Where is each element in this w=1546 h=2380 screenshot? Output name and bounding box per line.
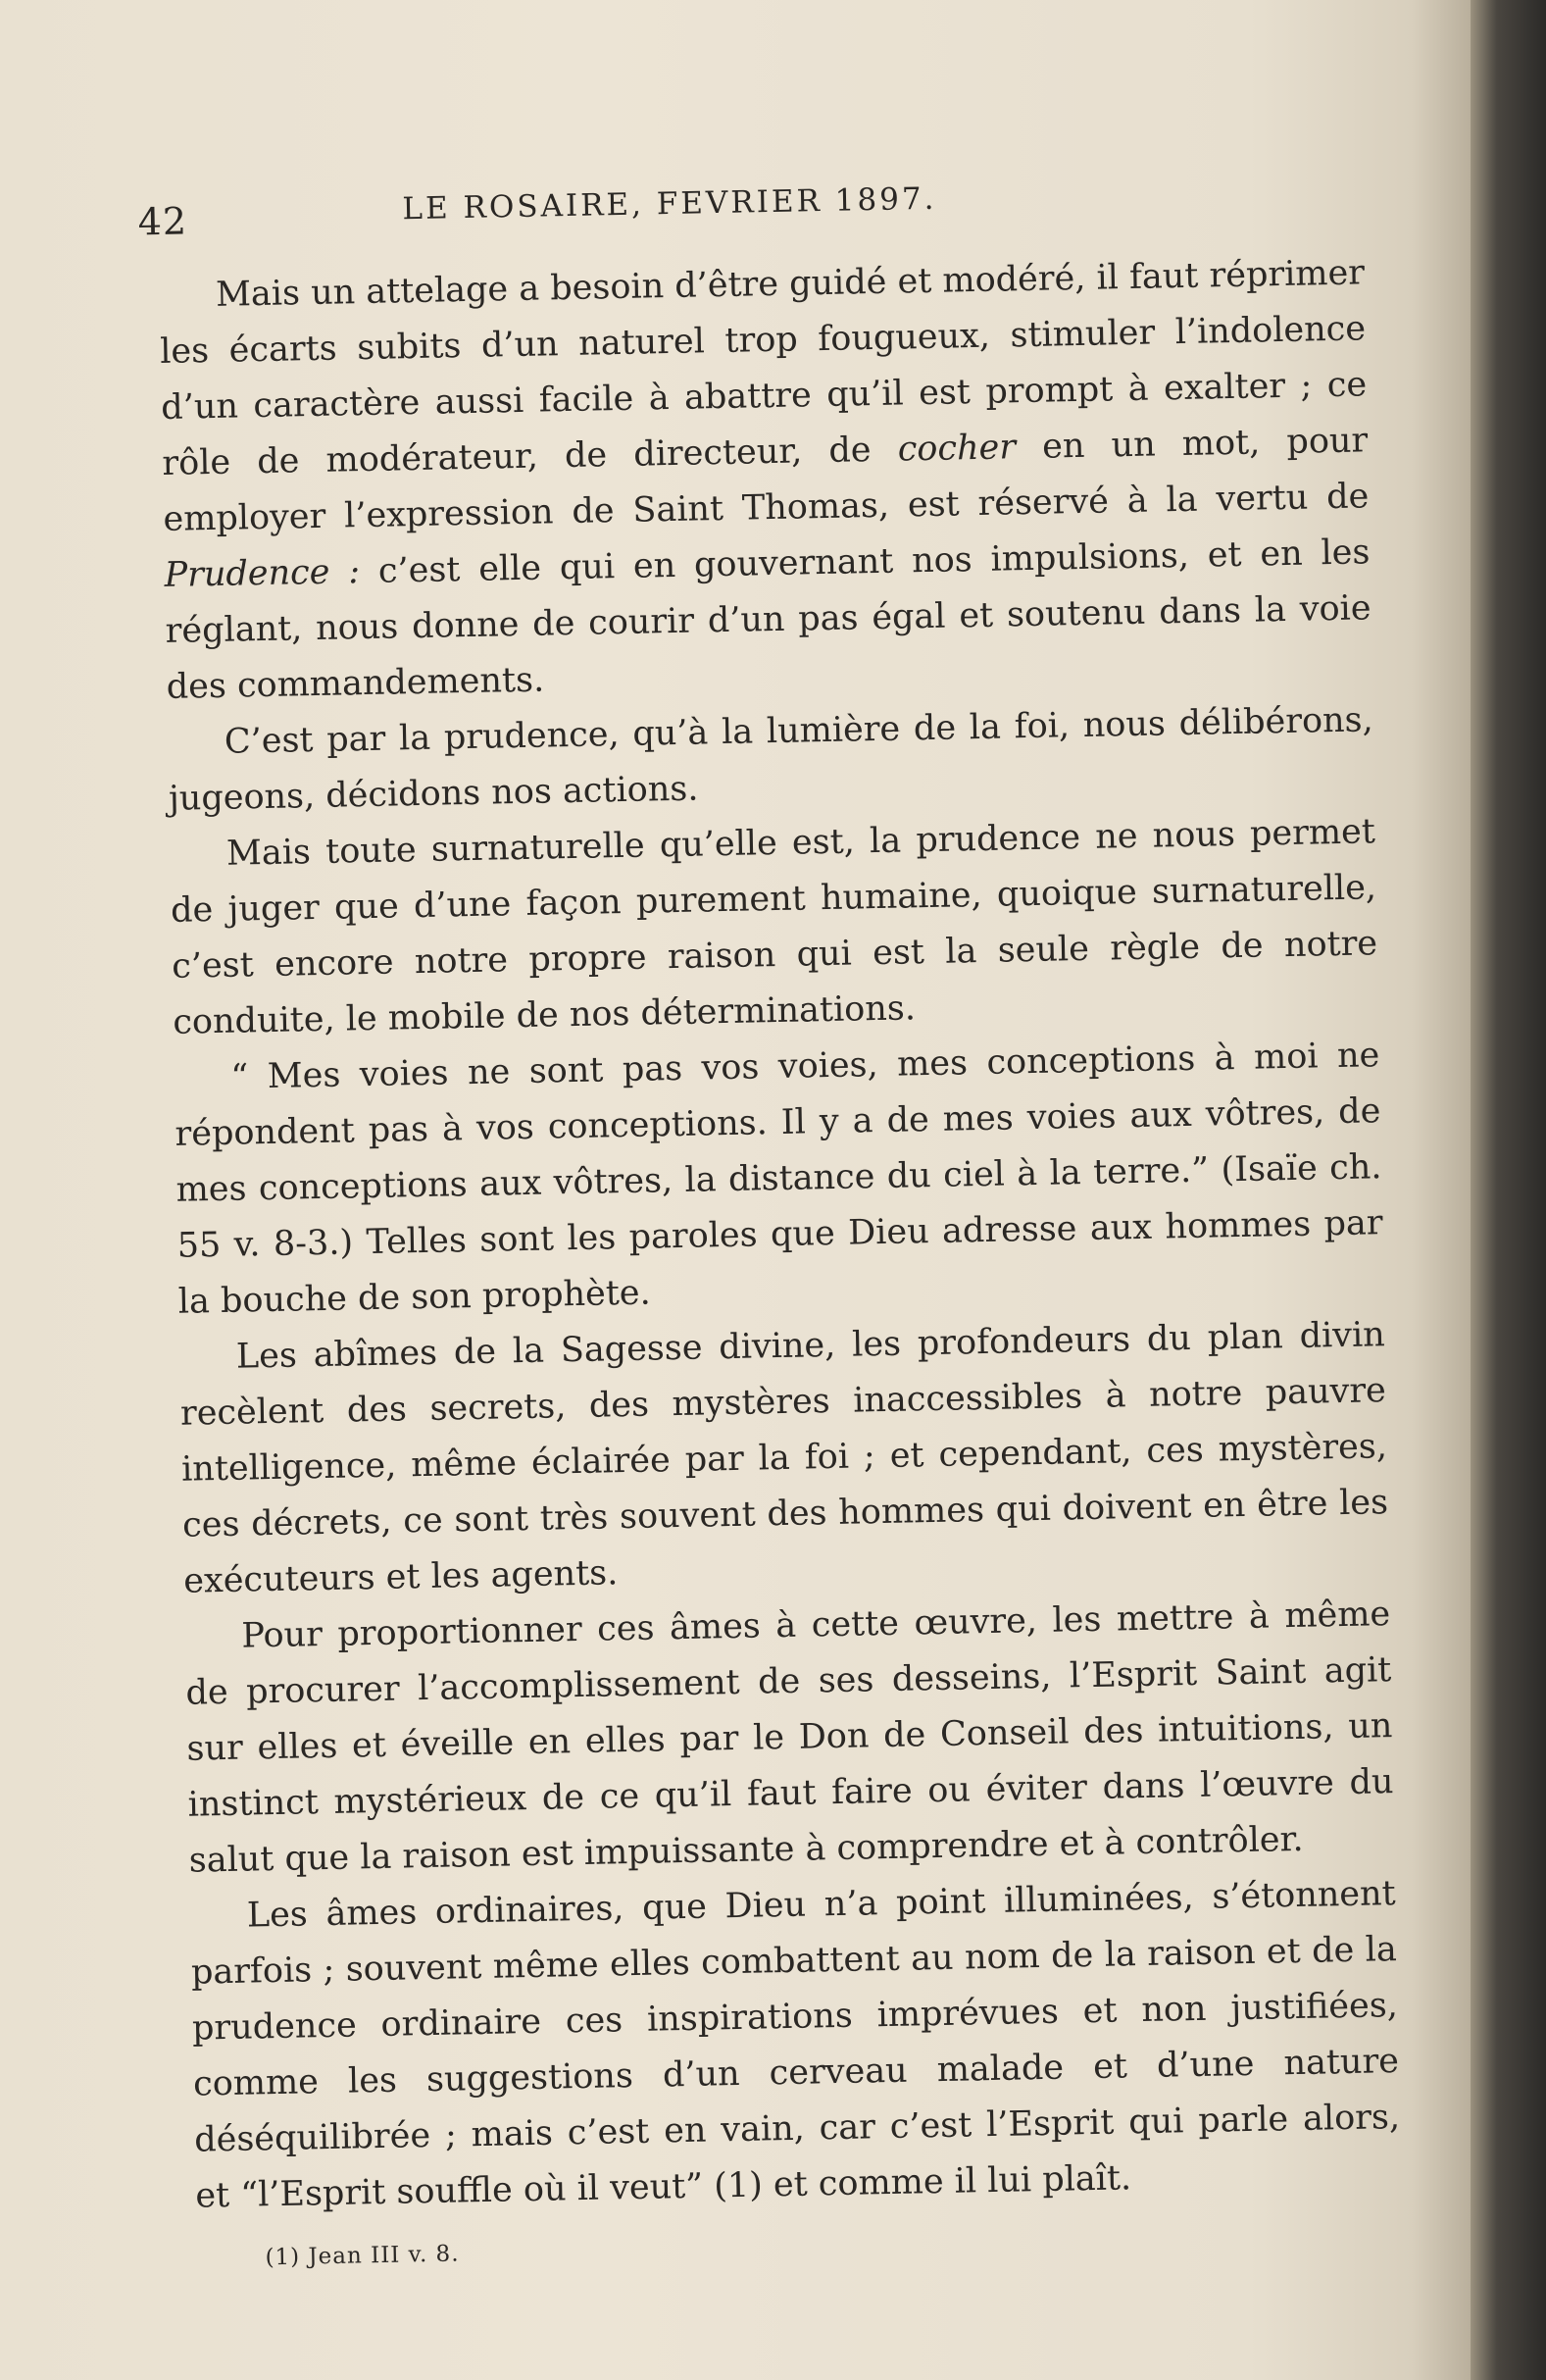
italic-term-prudence: Prudence :	[164, 552, 361, 595]
paragraph-text: c’est elle qui en gouvernant nos impulsions, et en les réglant, nous donne de courir d’un pas égal et soutenu dans la voie des commandements.	[165, 532, 1371, 707]
running-title: LE ROSAIRE, FEVRIER 1897.	[402, 180, 937, 228]
page-edge-shadow	[1471, 0, 1546, 2380]
running-head	[137, 163, 1364, 255]
footnote: (1) Jean III v. 8.	[265, 2241, 460, 2271]
paragraph-text: en un mot, pour employer l’expression de Saint Thomas, est réservé à la vertu de	[163, 421, 1370, 539]
paragraph-ames-ordinaires: Les âmes ordinaires, que Dieu n’a point illuminées, s’étonnent parfois ; souvent même elles combattent au nom de la raison et de la prudence ordinaire ces inspirations imprévues et non justifiées, comme les suggestions d’un cerveau malade et d’une nature déséquilibrée ; mais c’est en vain, car c’est l’Esprit qui parle alors, et “l’Esprit souffle où il veut” (1) et comme il lui plaît.	[190, 1874, 1401, 2216]
paragraph-prudence	[159, 245, 1373, 716]
paragraph-esprit-saint: Pour proportionner ces âmes à cette œuvre, les mettre à même de procurer l’accomplissement de ses desseins, l’Esprit Saint agit sur elles et éveille en elles par le Don de Conseil des intuitions, un instinct mystérieux de ce qu’il faut faire ou éviter dans l’œuvre du salut que la raison est impuissante à comprendre et à contrôler.	[185, 1595, 1394, 1881]
paragraph-deliberation: C’est par la prudence, qu’à la lumière de la foi, nous délibérons, jugeons, décidons nos actions.	[168, 700, 1374, 819]
paragraph-surnaturelle: Mais toute surnaturelle qu’elle est, la prudence ne nous permet de juger que d’une façon purement humaine, quoique surnaturelle, c’est encore notre propre raison qui est la seule règle de notre conduite, le mobile de nos déterminations.	[170, 812, 1378, 1042]
paragraph-abimes: Les abîmes de la Sagesse divine, les profondeurs du plan divin recèlent des secrets, des mystères inaccessibles à notre pauvre intelligence, même éclairée par la foi ; et cependant, ces mystères, ces décrets, ce sont très souvent des hommes qui doivent en être les exécuteurs et les agents.	[179, 1315, 1389, 1601]
italic-term-cocher: cocher	[897, 428, 1017, 470]
page-content	[137, 163, 1403, 2271]
paragraph-text: Mais un attelage a besoin d’être guidé et modéré, il faut réprimer les écarts subits d’un naturel trop fougueux, stimuler l’indolence d’un caractère aussi facile à abattre qu’il est prompt à exalter ; ce rôle de modérateur, de directeur, de	[159, 253, 1368, 483]
paragraph-isaie-quote: “ Mes voies ne sont pas vos voies, mes conceptions à moi ne répondent pas à vos conceptions. Il y a de mes voies aux vôtres, de mes conceptions aux vôtres, la distance du ciel à la terre.” (Isaïe ch. 55 v. 8-3.) Telles sont les paroles que Dieu adresse aux hommes par la bouche de son prophète.	[175, 1036, 1383, 1322]
page-number: 42	[137, 199, 188, 244]
